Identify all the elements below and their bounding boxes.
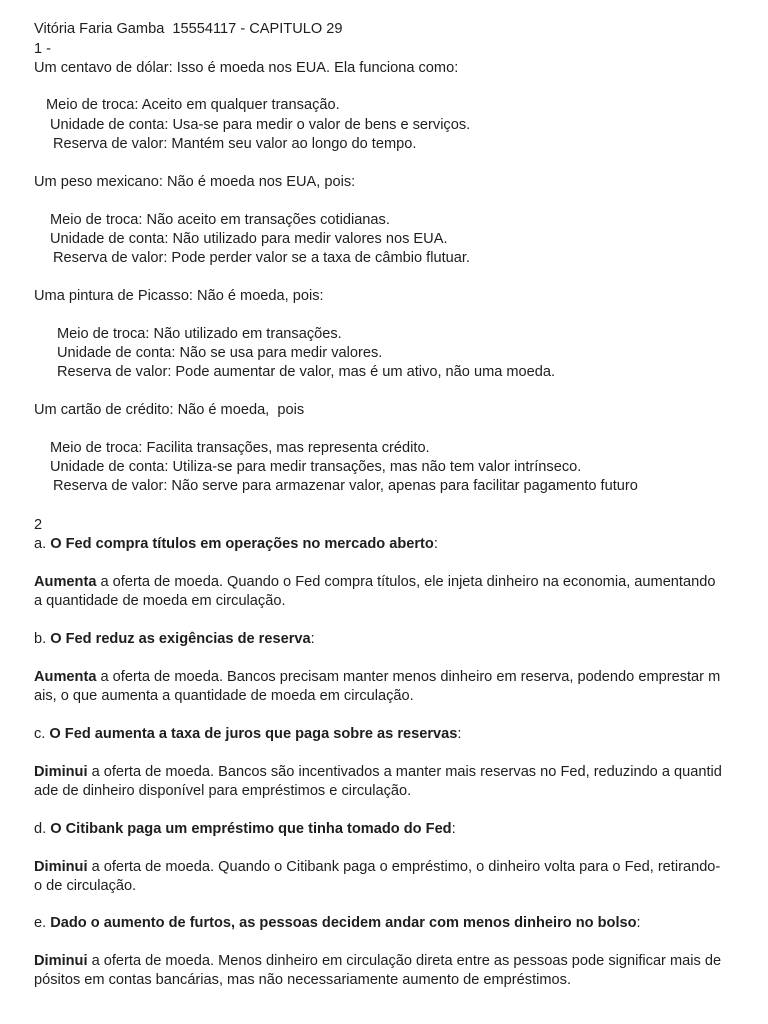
q2-b-answer-text: a oferta de moeda. Bancos precisam manter menos dinheiro em reserva, podendo emprestar m [96,669,721,685]
q2-b-title: O Fed reduz as exigências de reserva [50,631,311,647]
q2-d-answer-line1 [34,858,720,877]
q1-centavo-heading: Um centavo de dólar: Isso é moeda nos EUA. Ela funciona como: [34,60,459,76]
q1-picasso-meio: Meio de troca: Não utilizado em transações. [57,326,342,342]
question-2-number: 2 [34,517,43,533]
q2-e-answer-text: a oferta de moeda. Menos dinheiro em circulação direta entre as pessoas pode significar mais de [87,953,722,969]
q2-d-question [34,820,456,839]
q2-a-answer-keyword: Aumenta [34,574,97,590]
q1-picasso-heading: Uma pintura de Picasso: Não é moeda, pois: [34,288,324,304]
q2-d-answer-keyword: Diminui [34,859,88,875]
q2-d-prefix: d. [34,821,51,837]
q2-d-answer-line2: o de circulação. [34,878,137,894]
q2-a-prefix: a. [34,536,51,552]
q2-a-answer-line2: a quantidade de moeda em circulação. [34,593,286,609]
q2-c-answer-line2: ade de dinheiro disponível para empréstimos e circulação. [34,783,412,799]
q1-peso-meio: Meio de troca: Não aceito em transações cotidianas. [50,212,390,228]
q2-c-suffix: : [457,726,462,742]
q2-e-question [34,914,641,933]
q2-e-suffix: : [636,915,641,931]
question-1-number: 1 - [34,41,52,57]
q1-cartao-meio: Meio de troca: Facilita transações, mas representa crédito. [50,440,430,456]
q2-b-answer-keyword: Aumenta [34,669,97,685]
q2-a-suffix: : [433,536,438,552]
q2-e-prefix: e. [34,915,51,931]
q2-d-answer-text: a oferta de moeda. Quando o Citibank paga o empréstimo, o dinheiro volta para o Fed, retirando- [87,859,721,875]
q2-e-title: Dado o aumento de furtos, as pessoas decidem andar com menos dinheiro no bolso [50,915,637,931]
q2-a-question [34,535,438,554]
q1-centavo-unidade: Unidade de conta: Usa-se para medir o valor de bens e serviços. [50,117,471,133]
q2-c-question [34,725,461,744]
q2-d-suffix: : [451,821,456,837]
q1-picasso-unidade: Unidade de conta: Não se usa para medir valores. [57,345,383,361]
q2-b-question [34,630,315,649]
q1-picasso-reserva: Reserva de valor: Pode aumentar de valor, mas é um ativo, não uma moeda. [57,364,556,380]
q1-cartao-reserva: Reserva de valor: Não serve para armazenar valor, apenas para facilitar pagamento futuro [53,478,638,494]
q2-a-title: O Fed compra títulos em operações no mercado aberto [50,536,434,552]
q1-centavo-meio: Meio de troca: Aceito em qualquer transação. [46,97,340,113]
q2-e-answer-keyword: Diminui [34,953,88,969]
q1-cartao-unidade: Unidade de conta: Utiliza-se para medir transações, mas não tem valor intrínseco. [50,459,582,475]
q1-centavo-reserva: Reserva de valor: Mantém seu valor ao longo do tempo. [53,136,417,152]
q2-c-title: O Fed aumenta a taxa de juros que paga sobre as reservas [49,726,458,742]
q2-a-answer-line1 [34,573,715,592]
q2-c-prefix: c. [34,726,50,742]
q2-e-answer-line1 [34,952,721,971]
document-title: Vitória Faria Gamba 15554117 - CAPITULO 29 [34,21,343,37]
q1-peso-heading: Um peso mexicano: Não é moeda nos EUA, pois: [34,174,356,190]
q2-a-answer-text: a oferta de moeda. Quando o Fed compra títulos, ele injeta dinheiro na economia, aumentando [96,574,716,590]
q2-c-answer-keyword: Diminui [34,764,88,780]
q2-b-suffix: : [310,631,315,647]
q2-b-answer-line1 [34,668,720,687]
q2-c-answer-line1 [34,763,722,782]
q2-b-prefix: b. [34,631,51,647]
q2-d-title: O Citibank paga um empréstimo que tinha tomado do Fed [50,821,452,837]
q2-c-answer-text: a oferta de moeda. Bancos são incentivados a manter mais reservas no Fed, reduzindo a quantid [87,764,722,780]
q1-cartao-heading: Um cartão de crédito: Não é moeda, pois [34,402,305,418]
q2-e-answer-line2: pósitos em contas bancárias, mas não necessariamente aumento de empréstimos. [34,972,571,988]
q1-peso-unidade: Unidade de conta: Não utilizado para medir valores nos EUA. [50,231,448,247]
q1-peso-reserva: Reserva de valor: Pode perder valor se a taxa de câmbio flutuar. [53,250,470,266]
q2-b-answer-line2: ais, o que aumenta a quantidade de moeda em circulação. [34,688,414,704]
